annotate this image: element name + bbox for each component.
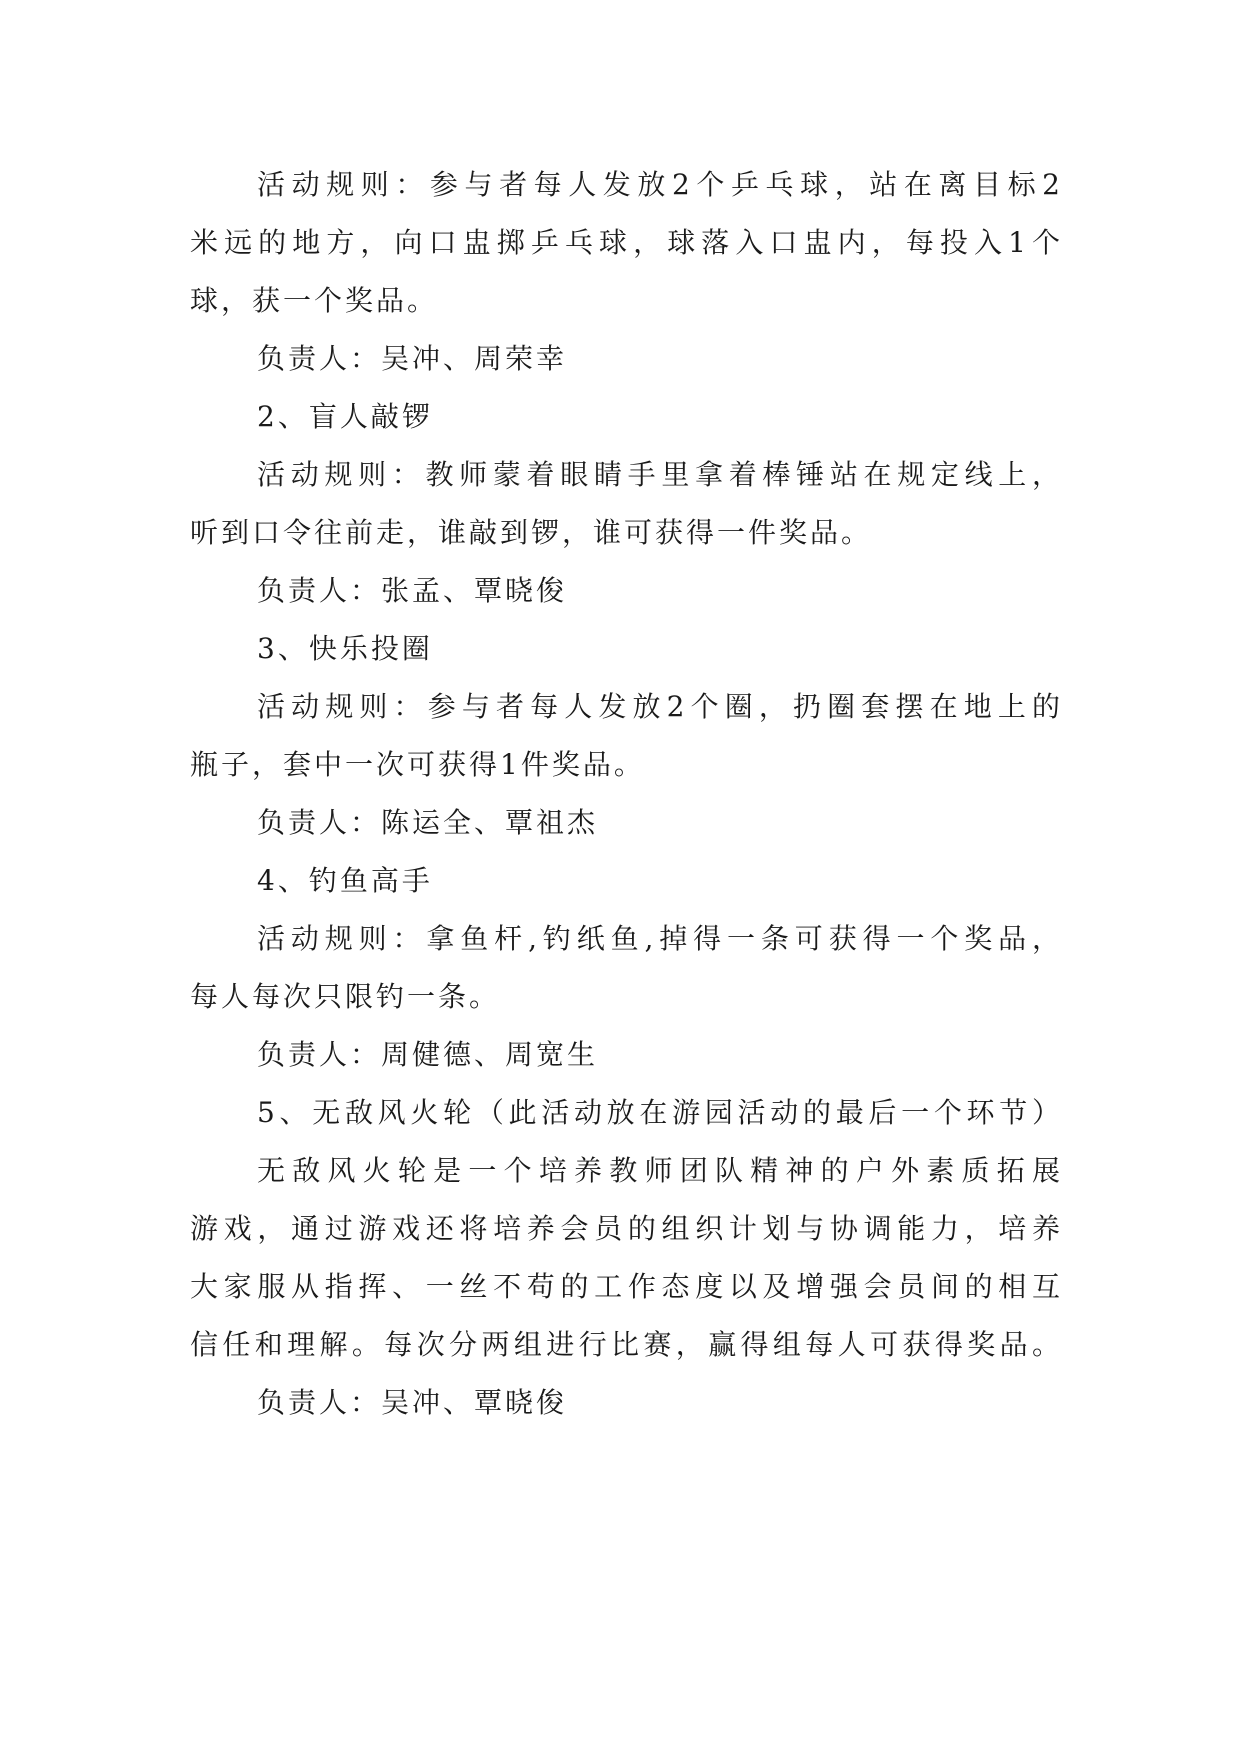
rule-paragraph-line: 每人每次只限钓一条。 [190,980,501,1013]
section-heading: 2、盲人敲锣 [257,400,433,433]
rule-paragraph-line: 球，获一个奖品。 [190,284,439,317]
rule-paragraph-line: 活动规则：参与者每人发放2个圈，扔圈套摆在地上的 [257,690,1060,723]
description-paragraph-line: 无敌风火轮是一个培养教师团队精神的户外素质拓展 [257,1154,1060,1187]
responsible-person-line: 负责人：张孟、覃晓俊 [257,574,568,607]
section-heading: 3、快乐投圈 [257,632,433,665]
description-paragraph-line: 信任和理解。每次分两组进行比赛，赢得组每人可获得奖品。 [190,1328,1060,1361]
description-paragraph-line: 游戏，通过游戏还将培养会员的组织计划与协调能力，培养 [190,1212,1060,1245]
responsible-person-line: 负责人：周健德、周宽生 [257,1038,599,1071]
description-paragraph-line: 大家服从指挥、一丝不苟的工作态度以及增强会员间的相互 [190,1270,1060,1303]
responsible-person-line: 负责人：吴冲、覃晓俊 [257,1386,568,1419]
responsible-person-line: 负责人：陈运全、覃祖杰 [257,806,599,839]
rule-paragraph-line: 米远的地方，向口盅掷乒乓球，球落入口盅内，每投入1个 [190,226,1060,259]
rule-paragraph-line: 活动规则：参与者每人发放2个乒乓球，站在离目标2 [257,168,1060,201]
document-body [190,156,1060,1432]
responsible-person-line: 负责人：吴冲、周荣幸 [257,342,568,375]
section-heading: 5、无敌风火轮（此活动放在游园活动的最后一个环节） [257,1096,1060,1129]
section-heading: 4、钓鱼高手 [257,864,433,897]
rule-paragraph-line: 瓶子，套中一次可获得1件奖品。 [190,748,645,781]
rule-paragraph-line: 活动规则：拿鱼杆,钓纸鱼,掉得一条可获得一个奖品， [257,922,1060,955]
rule-paragraph-line: 听到口令往前走，谁敲到锣，谁可获得一件奖品。 [190,516,873,549]
rule-paragraph-line: 活动规则：教师蒙着眼睛手里拿着棒锤站在规定线上， [257,458,1060,491]
